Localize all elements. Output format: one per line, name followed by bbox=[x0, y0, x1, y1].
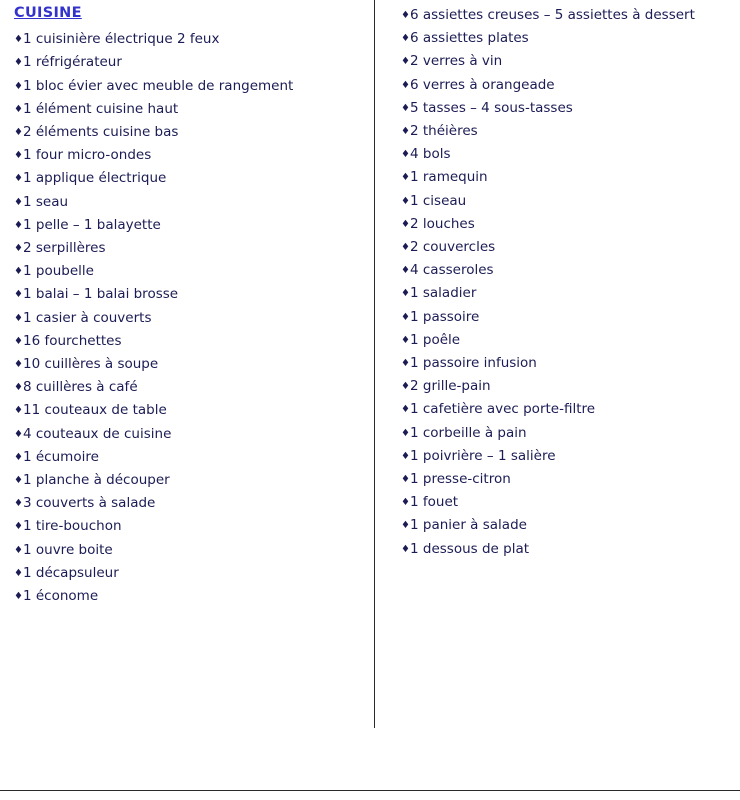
bullet-icon: ♦ bbox=[14, 358, 23, 370]
list-item bbox=[14, 562, 375, 585]
list-item-label: 1 ramequin bbox=[410, 169, 488, 186]
bullet-icon: ♦ bbox=[14, 242, 23, 254]
bullet-icon: ♦ bbox=[401, 450, 410, 462]
list-item-label: 2 serpillères bbox=[23, 239, 106, 256]
bullet-icon: ♦ bbox=[14, 150, 23, 162]
list-item bbox=[14, 51, 375, 74]
list-item-label: 5 tasses – 4 sous-tasses bbox=[410, 99, 573, 116]
list-item bbox=[401, 166, 740, 189]
list-item bbox=[14, 307, 375, 330]
list-item bbox=[14, 539, 375, 562]
bullet-icon: ♦ bbox=[401, 56, 410, 68]
list-item bbox=[14, 492, 375, 515]
page-title: CUISINE bbox=[14, 5, 82, 21]
list-item bbox=[401, 97, 740, 120]
bullet-icon: ♦ bbox=[401, 427, 410, 439]
list-item-label: 4 couteaux de cuisine bbox=[23, 425, 172, 442]
list-item bbox=[14, 469, 375, 492]
list-item-label: 1 balai – 1 balai brosse bbox=[23, 286, 179, 303]
list-item bbox=[14, 283, 375, 306]
bullet-icon: ♦ bbox=[14, 34, 23, 46]
bullet-icon: ♦ bbox=[401, 334, 410, 346]
list-item-label: 1 cafetière avec porte-filtre bbox=[410, 401, 596, 418]
bullet-icon: ♦ bbox=[401, 172, 410, 184]
list-item-label: 1 ciseau bbox=[410, 192, 467, 209]
bullet-icon: ♦ bbox=[401, 10, 410, 21]
list-item bbox=[401, 282, 740, 305]
bullet-icon: ♦ bbox=[14, 57, 23, 69]
list-item-label: 1 élément cuisine haut bbox=[23, 100, 179, 117]
bullet-icon: ♦ bbox=[401, 520, 410, 532]
list-item-label: 1 four micro-ondes bbox=[23, 147, 152, 164]
bullet-icon: ♦ bbox=[14, 266, 23, 278]
list-item-label: 1 poivrière – 1 salière bbox=[410, 447, 556, 464]
column-divider-rule bbox=[374, 0, 375, 728]
list-item-label: 1 ouvre boite bbox=[23, 541, 113, 558]
list-item bbox=[14, 191, 375, 214]
list-item bbox=[401, 50, 740, 73]
bullet-icon: ♦ bbox=[14, 196, 23, 208]
list-item bbox=[401, 375, 740, 398]
list-item-label: 1 décapsuleur bbox=[23, 564, 119, 581]
list-item-label: 1 passoire infusion bbox=[410, 355, 537, 372]
list-item-label: 1 dessous de plat bbox=[410, 540, 530, 557]
list-item-label: 10 cuillères à soupe bbox=[23, 355, 159, 372]
bullet-icon: ♦ bbox=[401, 149, 410, 161]
bullet-icon: ♦ bbox=[14, 405, 23, 417]
list-item-label: 3 couverts à salade bbox=[23, 495, 156, 512]
bullet-icon: ♦ bbox=[401, 242, 410, 254]
list-item bbox=[14, 144, 375, 167]
bullet-icon: ♦ bbox=[14, 567, 23, 579]
bullet-icon: ♦ bbox=[14, 312, 23, 324]
list-item bbox=[401, 213, 740, 236]
list-item bbox=[401, 190, 740, 213]
right-column bbox=[375, 0, 740, 561]
bullet-icon: ♦ bbox=[14, 451, 23, 463]
list-item-label: 1 applique électrique bbox=[23, 170, 167, 187]
bullet-icon: ♦ bbox=[14, 591, 23, 602]
bullet-icon: ♦ bbox=[401, 195, 410, 207]
left-column bbox=[0, 0, 375, 608]
list-item bbox=[14, 585, 375, 608]
list-item bbox=[401, 422, 740, 445]
bullet-icon: ♦ bbox=[14, 428, 23, 440]
page-bottom-rule bbox=[0, 790, 740, 791]
list-item bbox=[401, 4, 740, 27]
list-item-label: 4 casseroles bbox=[410, 262, 494, 279]
list-item bbox=[401, 352, 740, 375]
bullet-icon: ♦ bbox=[401, 404, 410, 416]
list-item bbox=[14, 237, 375, 260]
list-item bbox=[401, 143, 740, 166]
list-item bbox=[14, 75, 375, 98]
list-item-label: 4 bols bbox=[410, 146, 451, 163]
list-item-label: 2 verres à vin bbox=[410, 53, 503, 70]
list-item-label: 1 économe bbox=[23, 588, 99, 604]
list-item bbox=[14, 515, 375, 538]
list-item-label: 2 éléments cuisine bas bbox=[23, 123, 179, 140]
list-item bbox=[14, 330, 375, 353]
list-item-label: 1 poubelle bbox=[23, 263, 94, 280]
list-item-label: 1 écumoire bbox=[23, 448, 99, 465]
list-item bbox=[401, 538, 740, 561]
bullet-icon: ♦ bbox=[401, 497, 410, 509]
bullet-icon: ♦ bbox=[14, 474, 23, 486]
bullet-icon: ♦ bbox=[14, 289, 23, 301]
bullet-icon: ♦ bbox=[401, 126, 410, 138]
list-item bbox=[401, 514, 740, 537]
list-item bbox=[14, 260, 375, 283]
list-item bbox=[14, 28, 375, 51]
bullet-icon: ♦ bbox=[401, 33, 410, 45]
list-item bbox=[401, 236, 740, 259]
bullet-icon: ♦ bbox=[14, 498, 23, 510]
list-item-label: 2 grille-pain bbox=[410, 378, 491, 395]
list-item-label: 1 tire-bouchon bbox=[23, 518, 122, 535]
list-item bbox=[401, 259, 740, 282]
bullet-icon: ♦ bbox=[401, 288, 410, 300]
list-item bbox=[14, 214, 375, 237]
list-item bbox=[14, 167, 375, 190]
list-item bbox=[401, 491, 740, 514]
list-item bbox=[14, 446, 375, 469]
list-item bbox=[14, 399, 375, 422]
list-item bbox=[401, 74, 740, 97]
list-item-label: 6 assiettes creuses – 5 assiettes à dessert bbox=[410, 7, 695, 23]
list-item bbox=[401, 398, 740, 421]
list-item-label: 6 assiettes plates bbox=[410, 30, 529, 47]
list-item-label: 1 planche à découper bbox=[23, 471, 170, 488]
list-item bbox=[14, 353, 375, 376]
list-item-label: 1 saladier bbox=[410, 285, 477, 302]
list-item-label: 1 casier à couverts bbox=[23, 309, 152, 326]
bullet-icon: ♦ bbox=[14, 219, 23, 231]
list-item-label: 1 passoire bbox=[410, 308, 480, 325]
bullet-icon: ♦ bbox=[401, 381, 410, 393]
bullet-icon: ♦ bbox=[401, 474, 410, 486]
kitchen-inventory-list-right bbox=[401, 4, 740, 561]
bullet-icon: ♦ bbox=[14, 521, 23, 533]
list-item-label: 2 louches bbox=[410, 215, 475, 232]
bullet-icon: ♦ bbox=[401, 543, 410, 555]
list-item-label: 8 cuillères à café bbox=[23, 379, 138, 396]
list-item bbox=[14, 98, 375, 121]
list-item-label: 1 seau bbox=[23, 193, 69, 210]
list-item bbox=[401, 445, 740, 468]
list-item-label: 2 couvercles bbox=[410, 239, 496, 256]
list-item bbox=[401, 27, 740, 50]
list-item bbox=[401, 468, 740, 491]
list-item-label: 6 verres à orangeade bbox=[410, 76, 555, 93]
list-item-label: 1 panier à salade bbox=[410, 517, 527, 534]
list-item bbox=[14, 376, 375, 399]
list-item bbox=[401, 120, 740, 143]
list-item-label: 1 cuisinière électrique 2 feux bbox=[23, 31, 220, 48]
bullet-icon: ♦ bbox=[401, 358, 410, 370]
list-item-label: 1 corbeille à pain bbox=[410, 424, 527, 441]
list-item bbox=[14, 121, 375, 144]
list-item-label: 1 fouet bbox=[410, 494, 459, 511]
list-item bbox=[14, 423, 375, 446]
bullet-icon: ♦ bbox=[401, 79, 410, 91]
list-item-label: 11 couteaux de table bbox=[23, 402, 167, 419]
bullet-icon: ♦ bbox=[14, 335, 23, 347]
list-item bbox=[401, 306, 740, 329]
list-item-label: 2 théières bbox=[410, 123, 478, 140]
bullet-icon: ♦ bbox=[14, 173, 23, 185]
list-item-label: 1 bloc évier avec meuble de rangement bbox=[23, 77, 294, 94]
list-item-label: 16 fourchettes bbox=[23, 332, 122, 349]
bullet-icon: ♦ bbox=[14, 544, 23, 556]
bullet-icon: ♦ bbox=[401, 311, 410, 323]
bullet-icon: ♦ bbox=[401, 102, 410, 114]
bullet-icon: ♦ bbox=[401, 218, 410, 230]
bullet-icon: ♦ bbox=[14, 126, 23, 138]
bullet-icon: ♦ bbox=[14, 103, 23, 115]
list-item-label: 1 poêle bbox=[410, 331, 461, 348]
bullet-icon: ♦ bbox=[14, 80, 23, 92]
list-item-label: 1 presse-citron bbox=[410, 471, 511, 488]
list-item-label: 1 réfrigérateur bbox=[23, 54, 122, 71]
list-item bbox=[401, 329, 740, 352]
bullet-icon: ♦ bbox=[14, 382, 23, 394]
bullet-icon: ♦ bbox=[401, 265, 410, 277]
list-item-label: 1 pelle – 1 balayette bbox=[23, 216, 161, 233]
kitchen-inventory-list-left bbox=[14, 28, 375, 608]
